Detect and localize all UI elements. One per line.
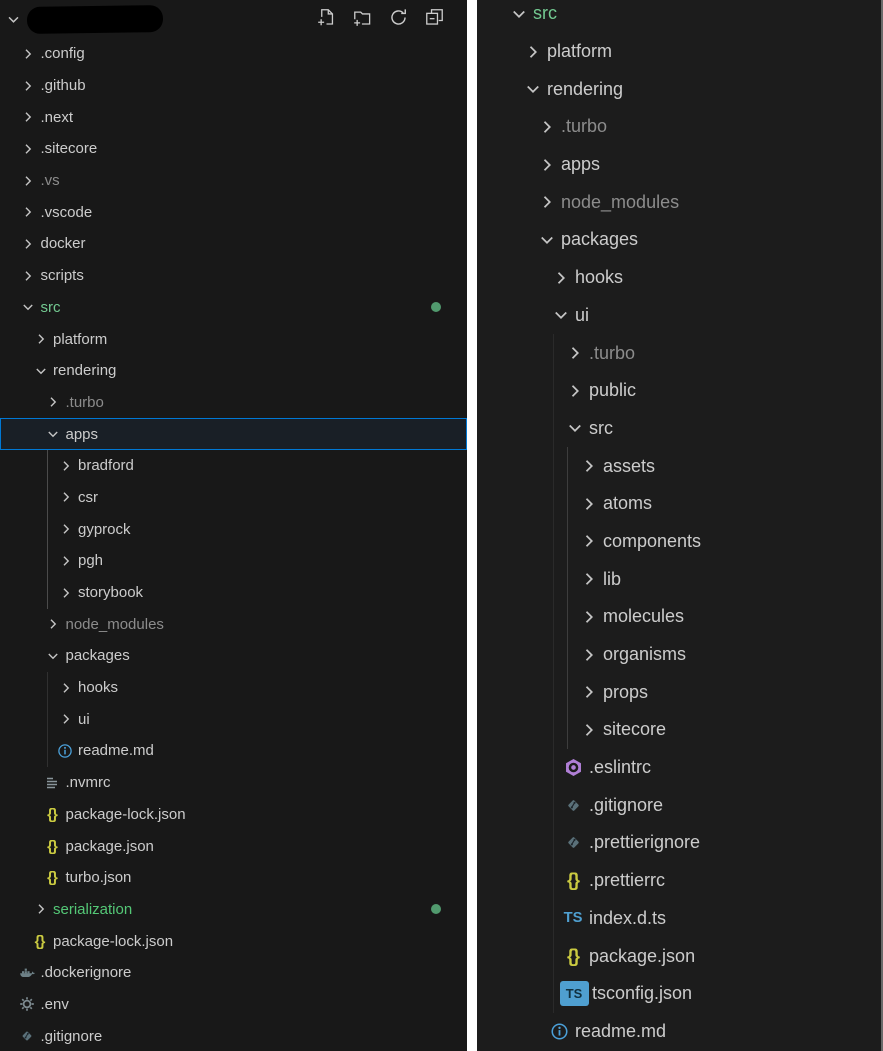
chevron-right-icon[interactable] xyxy=(56,488,75,506)
refresh-icon xyxy=(389,8,408,30)
chevron-right-icon[interactable] xyxy=(19,267,38,285)
tree-item-label: apps xyxy=(65,425,99,443)
tree-item-label: .env xyxy=(40,995,69,1013)
json-braces-icon: {} xyxy=(47,837,57,855)
tree-item-label: assets xyxy=(603,455,656,476)
tree-item-label: rendering xyxy=(547,78,624,99)
chevron-right-icon[interactable] xyxy=(577,606,600,628)
tree-folder--turbo[interactable] xyxy=(0,387,467,419)
tree-file--dockerignore[interactable] xyxy=(0,957,467,989)
chevron-right-icon[interactable] xyxy=(549,267,572,289)
tree-folder-src[interactable] xyxy=(477,0,883,33)
tree-folder-scripts[interactable] xyxy=(0,260,467,292)
chevron-right-icon[interactable] xyxy=(577,530,600,552)
tree-folder-lib[interactable] xyxy=(477,560,883,598)
tree-folder-rendering[interactable] xyxy=(477,70,883,108)
tree-folder-node-modules[interactable] xyxy=(0,608,467,640)
tree-folder-gyprock[interactable] xyxy=(0,513,467,545)
tree-item-label: components xyxy=(603,530,702,551)
tree-item-label: docker xyxy=(40,235,86,253)
tree-folder-hooks[interactable] xyxy=(477,259,883,297)
ts-text-icon: TS xyxy=(563,910,583,927)
tree-folder-rendering[interactable] xyxy=(0,355,467,387)
tree-file--nvmrc[interactable] xyxy=(0,767,467,799)
tree-folder-pgh[interactable] xyxy=(0,545,467,577)
tree-item-label: package.json xyxy=(589,945,696,966)
tree-folder-molecules[interactable] xyxy=(477,598,883,636)
list-icon xyxy=(42,774,63,792)
tree-folder-bradford[interactable] xyxy=(0,450,467,482)
chevron-right-icon[interactable] xyxy=(577,644,600,666)
ts-badge-icon: TS xyxy=(560,981,589,1006)
collapse-all-icon xyxy=(425,8,444,30)
tree-file-readme-md[interactable] xyxy=(477,1013,883,1051)
tree-item-label: readme.md xyxy=(78,742,154,760)
collapse-all-button[interactable] xyxy=(423,8,445,30)
refresh-button[interactable] xyxy=(387,8,409,30)
tree-item-label: .nvmrc xyxy=(65,774,111,792)
json-braces-icon: {} xyxy=(47,869,57,887)
chevron-right-icon[interactable] xyxy=(56,520,75,538)
chevron-right-icon[interactable] xyxy=(56,552,75,570)
tree-folder-ui[interactable] xyxy=(477,297,883,335)
chevron-down-icon[interactable] xyxy=(521,78,544,100)
tree-item-label: .turbo xyxy=(65,393,104,411)
tree-item-label: pgh xyxy=(78,552,104,570)
tree-item-label: storybook xyxy=(78,584,144,602)
tree-item-label: ui xyxy=(78,710,90,728)
json-braces-icon: {} xyxy=(34,932,45,950)
tree-file-package-json[interactable] xyxy=(0,830,467,862)
chevron-down-icon[interactable] xyxy=(44,425,63,443)
tree-item-label: ui xyxy=(575,304,590,325)
tree-file--prettierignore[interactable] xyxy=(477,824,883,862)
tree-folder--turbo[interactable] xyxy=(477,334,883,372)
tree-item-label: packages xyxy=(561,229,639,250)
tree-item-label: node_modules xyxy=(65,615,164,633)
tree-item-label: tsconfig.json xyxy=(592,983,693,1004)
chevron-right-icon[interactable] xyxy=(577,681,600,703)
tree-item-label: turbo.json xyxy=(65,869,132,887)
tree-item-label: .prettierignore xyxy=(589,832,701,853)
tree-folder--vs[interactable] xyxy=(0,165,467,197)
tree-item-label: .github xyxy=(40,77,86,95)
tree-folder-apps[interactable] xyxy=(0,418,467,450)
new-folder-icon xyxy=(353,8,372,30)
chevron-right-icon[interactable] xyxy=(31,330,50,348)
tree-item-label: packages xyxy=(65,647,130,665)
tree-item-label: package-lock.json xyxy=(53,932,174,950)
tree-folder-csr[interactable] xyxy=(0,482,467,514)
tree-item-label: .turbo xyxy=(561,116,608,137)
tree-file--gitignore[interactable] xyxy=(0,1020,467,1051)
tree-folder--vscode[interactable] xyxy=(0,196,467,228)
chevron-right-icon[interactable] xyxy=(521,41,544,63)
tree-item-label: src xyxy=(589,417,613,438)
chevron-right-icon[interactable] xyxy=(563,342,586,364)
git-diamond-icon xyxy=(17,1027,38,1045)
json-braces-icon: {} xyxy=(566,870,579,891)
chevron-right-icon[interactable] xyxy=(535,191,558,213)
tree-item-label: .dockerignore xyxy=(40,964,132,982)
chevron-down-icon[interactable] xyxy=(549,304,572,326)
chevron-right-icon[interactable] xyxy=(44,393,63,411)
chevron-right-icon[interactable] xyxy=(535,154,558,176)
chevron-right-icon[interactable] xyxy=(563,380,586,402)
chevron-right-icon[interactable] xyxy=(19,235,38,253)
tree-file-turbo-json[interactable] xyxy=(0,862,467,894)
tree-folder-components[interactable] xyxy=(477,523,883,561)
tree-folder-platform[interactable] xyxy=(0,323,467,355)
tree-item-label: sitecore xyxy=(603,719,667,740)
tree-file-package-json[interactable] xyxy=(477,937,883,975)
chevron-right-icon[interactable] xyxy=(31,900,50,918)
chevron-down-icon[interactable] xyxy=(31,362,50,380)
explorer-root-row[interactable] xyxy=(0,0,467,38)
tree-item-label: .sitecore xyxy=(40,140,98,158)
chevron-right-icon[interactable] xyxy=(19,203,38,221)
tree-folder-packages[interactable] xyxy=(0,640,467,672)
tree-item-label: gyprock xyxy=(78,520,131,538)
chevron-down-icon[interactable] xyxy=(535,229,558,251)
eslint-icon xyxy=(560,757,586,779)
tree-item-label: hooks xyxy=(575,267,624,288)
tree-folder-hooks[interactable] xyxy=(0,672,467,704)
gear-icon xyxy=(17,995,38,1013)
tree-item-label: .prettierrc xyxy=(589,870,666,891)
tree-item-label: rendering xyxy=(53,362,117,380)
tree-item-label: .next xyxy=(40,108,74,126)
info-icon xyxy=(546,1020,572,1042)
indent-guide xyxy=(567,447,568,749)
tree-item-label: atoms xyxy=(603,493,653,514)
tree-item-label: .vs xyxy=(40,172,60,190)
chevron-right-icon[interactable] xyxy=(56,679,75,697)
chevron-right-icon[interactable] xyxy=(19,45,38,63)
tree-item-label: csr xyxy=(78,488,98,506)
panel-divider xyxy=(467,0,477,1051)
tree-item-label: src xyxy=(40,298,61,316)
tree-item-label: public xyxy=(589,380,637,401)
chevron-right-icon[interactable] xyxy=(56,457,75,475)
tree-item-label: .eslintrc xyxy=(589,757,652,778)
tree-item-label: props xyxy=(603,681,649,702)
chevron-right-icon[interactable] xyxy=(56,710,75,728)
tree-folder--config[interactable] xyxy=(0,38,467,70)
indent-guide xyxy=(47,450,48,609)
chevron-down-icon[interactable] xyxy=(507,3,530,25)
tree-folder-src[interactable] xyxy=(0,292,467,324)
tree-item-label: readme.md xyxy=(575,1020,667,1041)
tree-item-label: serialization xyxy=(53,900,133,918)
chevron-right-icon[interactable] xyxy=(577,719,600,741)
tree-item-label: package.json xyxy=(65,837,154,855)
chevron-down-icon[interactable] xyxy=(4,10,23,28)
chevron-right-icon[interactable] xyxy=(19,172,38,190)
tree-item-label: apps xyxy=(561,154,601,175)
json-braces-icon: {} xyxy=(566,945,579,966)
chevron-right-icon[interactable] xyxy=(19,77,38,95)
new-file-button[interactable] xyxy=(315,8,337,30)
tree-item-label: bradford xyxy=(78,457,134,475)
tree-item-label: .config xyxy=(40,45,85,63)
tree-folder-sitecore[interactable] xyxy=(477,711,883,749)
tree-folder-serialization[interactable] xyxy=(0,894,467,926)
indent-guide xyxy=(553,334,554,1013)
tree-item-label: index.d.ts xyxy=(589,907,667,928)
tree-item-label: .turbo xyxy=(589,342,636,363)
file-tree-right xyxy=(477,0,883,1050)
tree-item-label: .gitignore xyxy=(40,1027,103,1045)
tree-item-label: platform xyxy=(53,330,108,348)
chevron-right-icon[interactable] xyxy=(44,615,63,633)
chevron-right-icon[interactable] xyxy=(19,140,38,158)
tree-file-package-lock-json[interactable] xyxy=(0,925,467,957)
chevron-down-icon[interactable] xyxy=(19,298,38,316)
git-diamond-icon xyxy=(560,832,586,854)
chevron-right-icon[interactable] xyxy=(577,568,600,590)
tree-folder-atoms[interactable] xyxy=(477,485,883,523)
tree-folder-apps[interactable] xyxy=(477,146,883,184)
explorer-panel-right xyxy=(477,0,883,1051)
tree-folder-organisms[interactable] xyxy=(477,636,883,674)
tree-item-label: organisms xyxy=(603,644,687,665)
info-icon xyxy=(54,742,75,760)
tree-item-label: .gitignore xyxy=(589,794,664,815)
tree-item-label: node_modules xyxy=(561,191,680,212)
tree-folder-platform[interactable] xyxy=(477,33,883,71)
tree-file-index-d-ts[interactable] xyxy=(477,900,883,938)
chevron-down-icon[interactable] xyxy=(563,417,586,439)
tree-folder-storybook[interactable] xyxy=(0,577,467,609)
tree-file--prettierrc[interactable] xyxy=(477,862,883,900)
tree-folder-docker[interactable] xyxy=(0,228,467,260)
tree-file-package-lock-json[interactable] xyxy=(0,799,467,831)
chevron-down-icon[interactable] xyxy=(44,647,63,665)
docker-whale-icon xyxy=(17,964,38,982)
tree-file--env[interactable] xyxy=(0,989,467,1021)
git-change-badge-dot xyxy=(431,904,441,914)
tree-item-label: package-lock.json xyxy=(65,805,186,823)
git-change-badge-dot xyxy=(431,302,441,312)
tree-file-readme-md[interactable] xyxy=(0,735,467,767)
tree-folder--github[interactable] xyxy=(0,70,467,102)
tree-item-label: .vscode xyxy=(40,203,93,221)
chevron-right-icon[interactable] xyxy=(56,584,75,602)
tree-item-label: molecules xyxy=(603,606,685,627)
tree-file--eslintrc[interactable] xyxy=(477,749,883,787)
redacted-project-name xyxy=(27,5,163,34)
tree-folder--next[interactable] xyxy=(0,101,467,133)
tree-item-label: platform xyxy=(547,41,613,62)
tree-folder--sitecore[interactable] xyxy=(0,133,467,165)
tree-folder--turbo[interactable] xyxy=(477,108,883,146)
new-file-icon xyxy=(317,8,336,30)
explorer-toolbar xyxy=(315,0,445,38)
json-braces-icon: {} xyxy=(47,805,57,823)
git-diamond-icon xyxy=(560,794,586,816)
chevron-right-icon[interactable] xyxy=(19,108,38,126)
tree-item-label: hooks xyxy=(78,679,119,697)
chevron-right-icon[interactable] xyxy=(577,493,600,515)
tree-folder-ui[interactable] xyxy=(0,703,467,735)
indent-guide xyxy=(47,672,48,767)
tree-file--gitignore[interactable] xyxy=(477,786,883,824)
tree-folder-node-modules[interactable] xyxy=(477,183,883,221)
file-tree-left xyxy=(0,38,467,1051)
new-folder-button[interactable] xyxy=(351,8,373,30)
tree-file-tsconfig-json[interactable] xyxy=(477,975,883,1013)
tree-item-label: src xyxy=(533,3,557,24)
tree-folder-assets[interactable] xyxy=(477,447,883,485)
tree-item-label: lib xyxy=(603,568,622,589)
tree-folder-public[interactable] xyxy=(477,372,883,410)
tree-folder-props[interactable] xyxy=(477,673,883,711)
tree-folder-packages[interactable] xyxy=(477,221,883,259)
tree-folder-src[interactable] xyxy=(477,410,883,448)
chevron-right-icon[interactable] xyxy=(535,116,558,138)
chevron-right-icon[interactable] xyxy=(577,455,600,477)
tree-item-label: scripts xyxy=(40,267,84,285)
